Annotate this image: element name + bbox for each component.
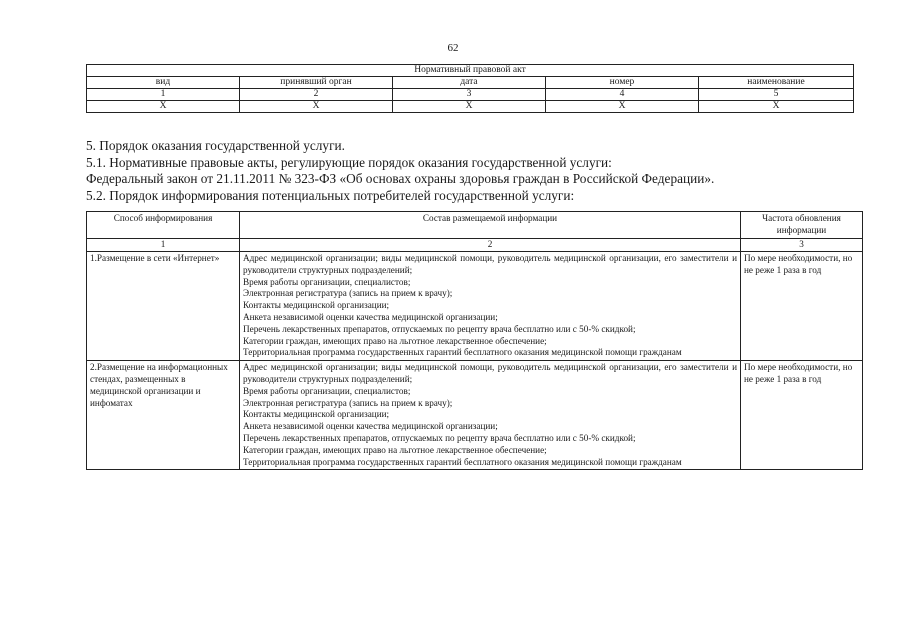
act-number-cell: 1 — [87, 89, 240, 101]
content-line: Территориальная программа государственных гарантий бесплатного оказания медицинской помощи гражданам — [243, 456, 682, 467]
info-header-cell: Состав размещаемой информации — [240, 212, 741, 239]
content-cell — [240, 252, 741, 361]
content-line: Анкета независимой оценки качества медицинской организации; — [243, 311, 498, 322]
content-line: Контакты медицинской организации; — [243, 409, 390, 420]
page-number: 62 — [447, 42, 459, 54]
act-value-cell: X — [546, 101, 699, 113]
act-table-number-row — [87, 89, 854, 101]
act-header-cell: дата — [393, 77, 546, 89]
act-header-cell: номер — [546, 77, 699, 89]
act-value-cell: X — [393, 101, 546, 113]
info-header-cell: Способ информирования — [87, 212, 240, 239]
subsection-legal-acts: 5.1. Нормативные правовые акты, регулирующие порядок оказания государственной услуги: — [86, 154, 612, 170]
content-line: Время работы организации, специалистов; — [243, 276, 411, 287]
act-value-cell: X — [87, 101, 240, 113]
act-header-cell: принявший орган — [240, 77, 393, 89]
content-line: Адрес медицинской организации; виды медицинской помощи, руководитель медицинской организации, его заместители и руководители структурных подразделений; — [243, 362, 737, 384]
frequency-cell: По мере необходимости, но не реже 1 раза в год — [741, 361, 863, 470]
normative-act-table — [86, 64, 854, 113]
content-line: Анкета независимой оценки качества медицинской организации; — [243, 421, 498, 432]
act-header-cell: вид — [87, 77, 240, 89]
info-number-cell: 1 — [87, 239, 240, 252]
act-table-title: Нормативный правовой акт — [87, 65, 854, 77]
table-row — [87, 252, 863, 361]
subsection-informing: 5.2. Порядок информирования потенциальных потребителей государственной услуги: — [86, 187, 575, 203]
section-text — [86, 138, 866, 204]
method-cell: 1.Размещение в сети «Интернет» — [87, 252, 240, 361]
content-line: Адрес медицинской организации; виды медицинской помощи, руководитель медицинской организации, его заместители и руководители структурных подразделений; — [243, 253, 737, 275]
info-number-cell: 2 — [240, 239, 741, 252]
section-heading: 5. Порядок оказания государственной услуги. — [86, 138, 345, 153]
info-table-number-row — [87, 239, 863, 252]
content-line: Электронная регистратура (запись на прием к врачу); — [243, 288, 453, 299]
federal-law-reference: Федеральный закон от 21.11.2011 № 323-ФЗ «Об основах охраны здоровья граждан в Российской Федерации». — [86, 171, 715, 186]
table-row — [87, 361, 863, 470]
info-number-cell: 3 — [741, 239, 863, 252]
act-header-cell: наименование — [699, 77, 854, 89]
content-line: Категории граждан, имеющих право на льготное лекарственное обеспечение; — [243, 335, 547, 346]
act-number-cell: 3 — [393, 89, 546, 101]
content-line: Перечень лекарственных препаратов, отпускаемых по рецепту врача бесплатно или с 50-% скидкой; — [243, 432, 636, 443]
act-value-cell: X — [240, 101, 393, 113]
act-table-value-row — [87, 101, 854, 113]
act-number-cell: 5 — [699, 89, 854, 101]
method-cell: 2.Размещение на информационных стендах, размещенных в медицинской организации и инфоматах — [87, 361, 240, 470]
content-cell — [240, 361, 741, 470]
info-table-header-row — [87, 212, 863, 239]
content-line: Время работы организации, специалистов; — [243, 385, 411, 396]
info-header-cell: Частота обновления информации — [741, 212, 863, 239]
act-number-cell: 2 — [240, 89, 393, 101]
content-line: Контакты медицинской организации; — [243, 300, 390, 311]
content-line: Категории граждан, имеющих право на льготное лекарственное обеспечение; — [243, 444, 547, 455]
act-value-cell: X — [699, 101, 854, 113]
act-number-cell: 4 — [546, 89, 699, 101]
content-line: Перечень лекарственных препаратов, отпускаемых по рецепту врача бесплатно или с 50-% скидкой; — [243, 323, 636, 334]
act-table-header-row — [87, 77, 854, 89]
frequency-cell: По мере необходимости, но не реже 1 раза в год — [741, 252, 863, 361]
content-line: Территориальная программа государственных гарантий бесплатного оказания медицинской помощи гражданам — [243, 347, 682, 358]
content-line: Электронная регистратура (запись на прием к врачу); — [243, 397, 453, 408]
informing-table — [86, 211, 863, 470]
